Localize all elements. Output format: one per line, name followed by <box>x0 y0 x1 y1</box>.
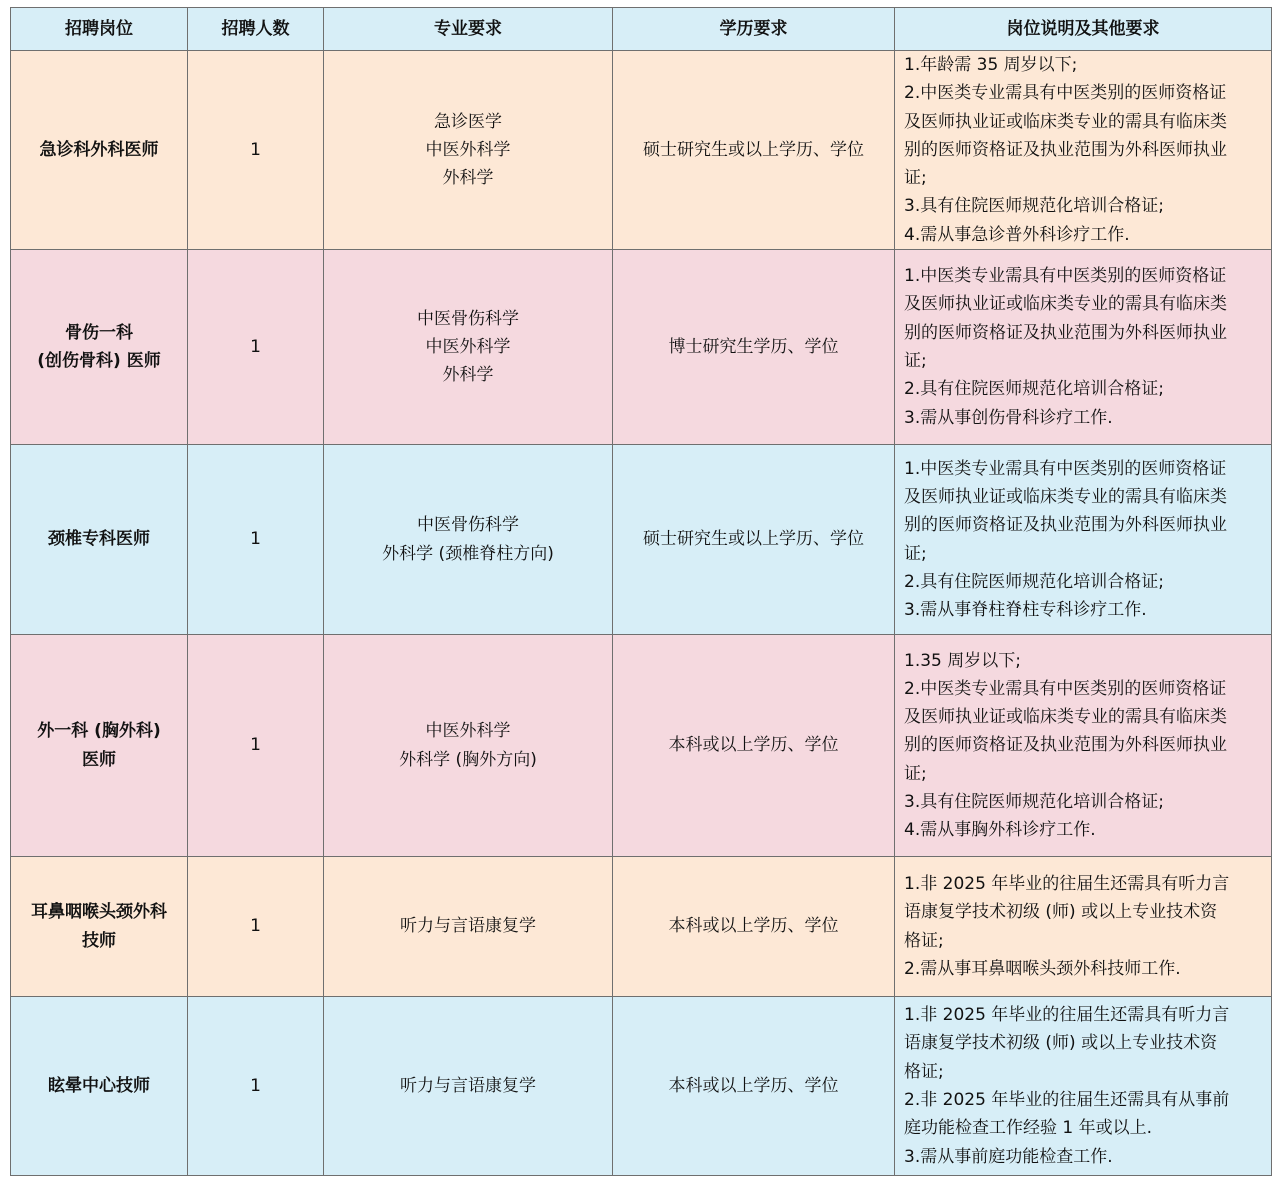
description-line: 别的医师资格证及执业范围为外科医师执业 <box>904 139 1227 160</box>
position-cell <box>11 635 188 857</box>
description-line: 3.需从事前庭功能检查工作. <box>904 1146 1113 1167</box>
table-row <box>11 857 1272 997</box>
description-line: 及医师执业证或临床类专业的需具有临床类 <box>904 111 1227 132</box>
description-line: 3.具有住院医师规范化培训合格证; <box>904 196 1164 217</box>
description-cell <box>895 445 1272 635</box>
position-cell <box>11 51 188 250</box>
count-cell: 1 <box>188 51 324 250</box>
major-line: 中医外科学 <box>425 721 511 742</box>
major-cell <box>324 857 613 997</box>
description-line: 1.非 2025 年毕业的往届生还需具有听力言 <box>904 1005 1230 1026</box>
description-line: 2.中医类专业需具有中医类别的医师资格证 <box>904 678 1227 699</box>
description-line: 别的医师资格证及执业范围为外科医师执业 <box>904 515 1227 536</box>
description-cell <box>895 857 1272 997</box>
description-line: 2.需从事耳鼻咽喉头颈外科技师工作. <box>904 958 1181 979</box>
education-cell: 本科或以上学历、学位 <box>613 635 895 857</box>
description-line: 证; <box>904 543 927 564</box>
description-line: 证; <box>904 351 927 372</box>
position-line: 技师 <box>82 930 116 951</box>
description-line: 及医师执业证或临床类专业的需具有临床类 <box>904 486 1227 507</box>
position-line: 外一科 (胸外科) <box>37 721 161 742</box>
description-line: 语康复学技术初级 (师) 或以上专业技术资 <box>904 1033 1218 1054</box>
description-cell <box>895 635 1272 857</box>
position-line: 骨伤一科 <box>65 322 133 343</box>
major-line: 中医外科学 <box>425 336 511 357</box>
header-position: 招聘岗位 <box>11 8 188 51</box>
description-line: 格证; <box>904 1061 944 1082</box>
position-line: 急诊科外科医师 <box>39 139 159 160</box>
description-line: 2.具有住院医师规范化培训合格证; <box>904 571 1164 592</box>
header-description: 岗位说明及其他要求 <box>895 8 1272 51</box>
education-cell: 本科或以上学历、学位 <box>613 857 895 997</box>
major-line: 听力与言语康复学 <box>400 1075 536 1096</box>
major-line: 外科学 <box>442 168 494 189</box>
description-line: 3.具有住院医师规范化培训合格证; <box>904 792 1164 813</box>
position-line: 耳鼻咽喉头颈外科 <box>31 902 167 923</box>
major-line: 急诊医学 <box>434 111 502 132</box>
description-line: 及医师执业证或临床类专业的需具有临床类 <box>904 707 1227 728</box>
description-line: 1.非 2025 年毕业的往届生还需具有听力言 <box>904 873 1230 894</box>
description-line: 别的医师资格证及执业范围为外科医师执业 <box>904 735 1227 756</box>
description-line: 1.35 周岁以下; <box>904 650 1021 671</box>
education-cell: 硕士研究生或以上学历、学位 <box>613 445 895 635</box>
position-cell <box>11 445 188 635</box>
major-cell <box>324 51 613 250</box>
table-row <box>11 997 1272 1176</box>
description-line: 庭功能检查工作经验 1 年或以上. <box>904 1118 1153 1139</box>
description-line: 证; <box>904 168 927 189</box>
description-line: 1.中医类专业需具有中医类别的医师资格证 <box>904 266 1227 287</box>
position-cell <box>11 250 188 445</box>
major-line: 外科学 <box>442 365 494 386</box>
description-line: 4.需从事胸外科诊疗工作. <box>904 820 1096 841</box>
table-header-row <box>11 8 1272 51</box>
description-line: 别的医师资格证及执业范围为外科医师执业 <box>904 322 1227 343</box>
description-cell <box>895 250 1272 445</box>
count-cell: 1 <box>188 857 324 997</box>
count-cell: 1 <box>188 997 324 1176</box>
description-line: 2.具有住院医师规范化培训合格证; <box>904 379 1164 400</box>
major-cell <box>324 635 613 857</box>
position-line: 医师 <box>82 749 116 770</box>
description-cell <box>895 51 1272 250</box>
description-cell <box>895 997 1272 1176</box>
major-cell <box>324 250 613 445</box>
description-line: 及医师执业证或临床类专业的需具有临床类 <box>904 294 1227 315</box>
header-major: 专业要求 <box>324 8 613 51</box>
major-line: 听力与言语康复学 <box>400 916 536 937</box>
description-line: 3.需从事脊柱脊柱专科诊疗工作. <box>904 600 1147 621</box>
major-cell <box>324 445 613 635</box>
major-line: 中医骨伤科学 <box>417 308 519 329</box>
table-row <box>11 51 1272 250</box>
description-line: 1.中医类专业需具有中医类别的医师资格证 <box>904 458 1227 479</box>
header-education: 学历要求 <box>613 8 895 51</box>
description-line: 语康复学技术初级 (师) 或以上专业技术资 <box>904 902 1218 923</box>
description-line: 3.需从事创伤骨科诊疗工作. <box>904 407 1113 428</box>
education-cell: 硕士研究生或以上学历、学位 <box>613 51 895 250</box>
description-line: 4.需从事急诊普外科诊疗工作. <box>904 224 1130 245</box>
position-cell <box>11 857 188 997</box>
table-row <box>11 635 1272 857</box>
major-line: 外科学 (颈椎脊柱方向) <box>382 543 554 564</box>
table-row <box>11 445 1272 635</box>
table-row <box>11 250 1272 445</box>
education-cell: 本科或以上学历、学位 <box>613 997 895 1176</box>
table-body <box>11 51 1272 1176</box>
description-line: 1.年龄需 35 周岁以下; <box>904 55 1078 75</box>
major-cell <box>324 997 613 1176</box>
position-line: 颈椎专科医师 <box>48 529 150 550</box>
count-cell: 1 <box>188 445 324 635</box>
description-line: 2.中医类专业需具有中医类别的医师资格证 <box>904 83 1227 104</box>
position-line: 眩晕中心技师 <box>48 1075 150 1096</box>
major-line: 中医骨伤科学 <box>417 515 519 536</box>
description-line: 格证; <box>904 930 944 951</box>
count-cell: 1 <box>188 635 324 857</box>
count-cell: 1 <box>188 250 324 445</box>
education-cell: 博士研究生学历、学位 <box>613 250 895 445</box>
description-line: 2.非 2025 年毕业的往届生还需具有从事前 <box>904 1090 1230 1111</box>
description-line: 证; <box>904 763 927 784</box>
position-cell <box>11 997 188 1176</box>
header-count: 招聘人数 <box>188 8 324 51</box>
major-line: 外科学 (胸外方向) <box>399 749 537 770</box>
major-line: 中医外科学 <box>425 139 511 160</box>
position-line: (创伤骨科) 医师 <box>37 351 161 372</box>
recruitment-table <box>10 7 1272 1176</box>
